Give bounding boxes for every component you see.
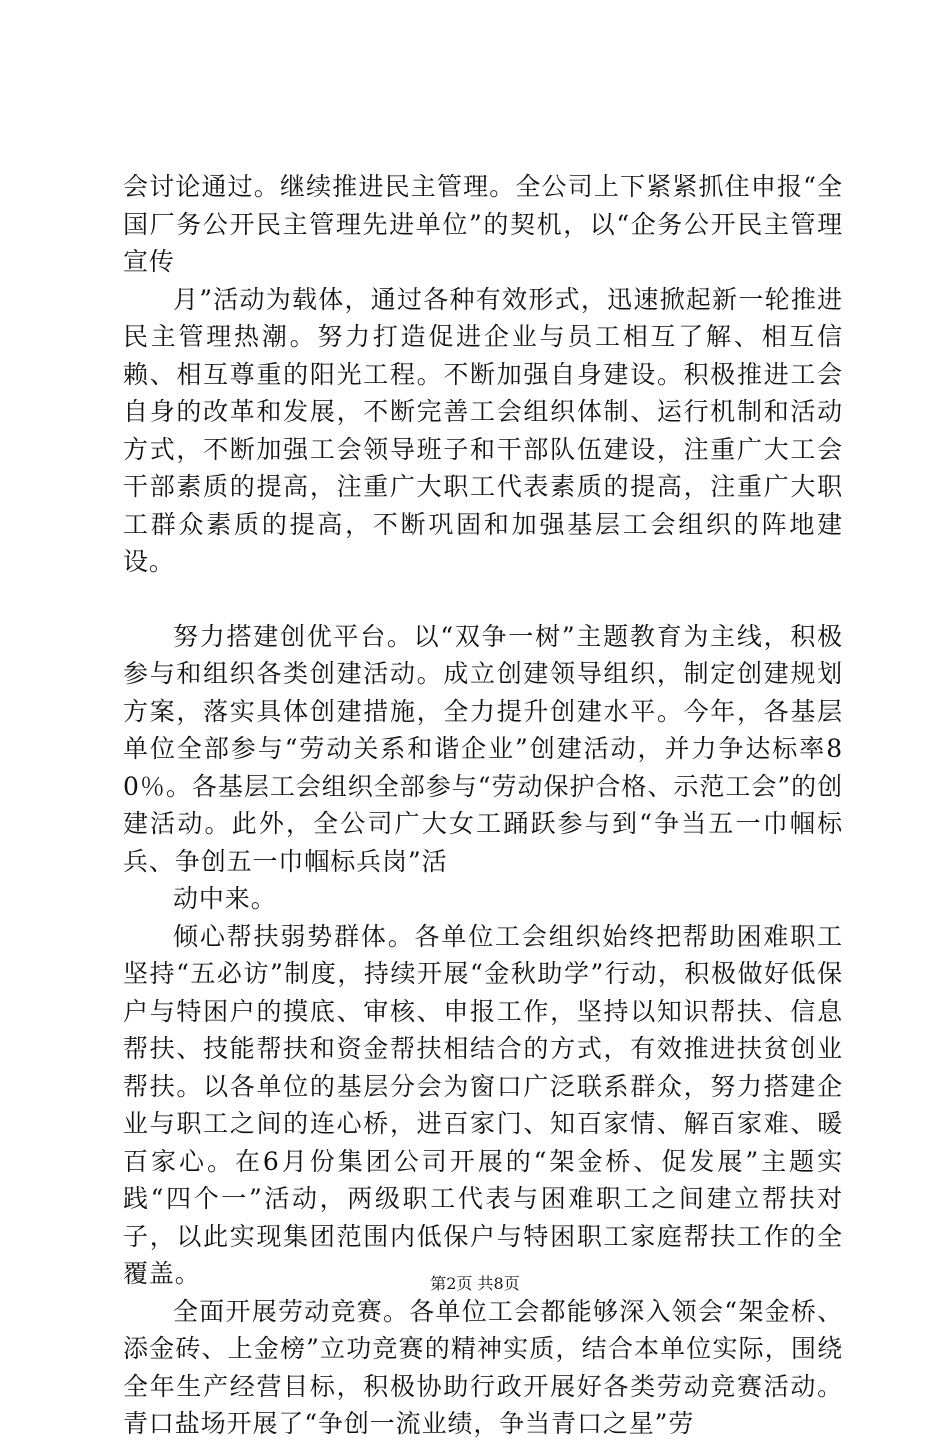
page-number-footer: 第2页 共8页 [430,1274,520,1293]
document-body [123,168,843,1443]
paragraph-activity-continuation: 动中来。 [173,884,277,913]
paragraph-democratic-management-continued: 月”活动为载体，通过各种有效形式，迅速掀起新一轮推进民主管理热潮。努力打造促进企业与员工相互了解、相互信赖、相互尊重的阳光工程。不断加强自身建设。积极推进工会自身的改革和发展，不断完善工会组织体制、运行机制和活动方式，不断加强工会领导班子和干部队伍建设，注重广大工会干部素质的提高，注重广大职工代表素质的提高，注重广大职工群众素质的提高，不断巩固和加强基层工会组织的阵地建设。 [123,284,843,576]
paragraph-democratic-management-intro: 会讨论通过。继续推进民主管理。全公司上下紧紧抓住申报“全国厂务公开民主管理先进单位”的契机，以“企务公开民主管理宣传 [123,172,843,276]
paragraph-support-vulnerable-groups: 倾心帮扶弱势群体。各单位工会组织始终把帮助困难职工坚持“五必访”制度，持续开展“金秋助学”行动，积极做好低保户与特困户的摸底、审核、申报工作，坚持以知识帮扶、信息帮扶、技能帮扶和资金帮扶相结合的方式，有效推进扶贫创业帮扶。以各单位的基层分会为窗口广泛联系群众，努力搭建企业与职工之间的连心桥，进百家门、知百家情、解百家难、暖百家心。在6月份集团公司开展的“架金桥、促发展”主题实践“四个一”活动，两级职工代表与困难职工之间建立帮扶对子，以此实现集团范围内低保户与特困职工家庭帮扶工作的全覆盖。 [123,921,843,1288]
paragraph-labor-competition: 全面开展劳动竞赛。各单位工会都能够深入领会“架金桥、添金砖、上金榜”立功竞赛的精神实质，结合本单位实际，围绕全年生产经营目标，积极协助行政开展好各类劳动竞赛活动。青口盐场开展了“争创一流业绩，争当青口之星”劳 [123,1296,843,1438]
paragraph-excellence-platform: 努力搭建创优平台。以“双争一树”主题教育为主线，积极参与和组织各类创建活动。成立创建领导组织，制定创建规划方案，落实具体创建措施，全力提升创建水平。今年，各基层单位全部参与“劳动关系和谐企业”创建活动，并力争达标率80％。各基层工会组织全部参与“劳动保护合格、示范工会”的创建活动。此外，全公司广大女工踊跃参与到“争当五一巾帼标兵、争创五一巾帼标兵岗”活 [123,621,843,876]
